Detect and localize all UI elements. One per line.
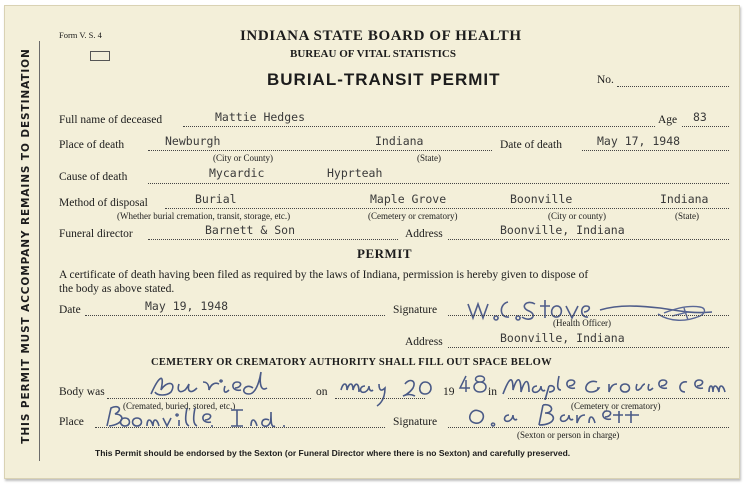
name-value: Mattie Hedges [215,110,306,124]
footer-note: This Permit should be endorsed by the Sexton (or Funeral Director where there is no Sexton) and carefully preserved. [95,448,571,458]
officer-address-value: Boonville, Indiana [500,331,625,345]
fd-address-line [448,239,729,240]
permit-date-value: May 19, 1948 [145,299,229,313]
cemetery-authority-heading: CEMETERY OR CREMATORY AUTHORITY SHALL FILL OUT SPACE BELOW [151,357,552,368]
cause-value-1: Mycardic [209,166,265,180]
body-was-label: Body was [59,386,105,398]
permit-no-line [617,86,729,87]
disposal-state-value: Indiana [660,192,709,206]
certificate-line-2: the body as above stated. [59,283,175,295]
burial-year-handwriting [458,372,488,396]
cemetery-value: Maple Grove [370,192,447,206]
disposal-city-value: Boonville [510,192,573,206]
age-line [682,126,729,127]
funeral-director-label: Funeral director [59,228,133,240]
age-value: 83 [693,110,707,124]
signature-label: Signature [393,304,438,316]
cemetery-handwriting [497,368,733,400]
cause-value-2: Hyprteah [327,166,383,180]
fd-address-label: Address [405,228,443,240]
method-line [165,208,729,209]
burial-transit-permit-card [4,5,740,479]
body-was-handwriting [145,368,285,400]
funeral-director-value: Barnett & Son [205,223,296,237]
permit-heading: PERMIT [357,246,412,261]
side-instruction: THIS PERMIT MUST ACCOMPANY REMAINS TO DESTINATION [20,48,32,444]
cemetery-note-2: (Cemetery or crematory) [571,401,661,411]
city-county-note: (City or County) [213,153,273,163]
date-of-death-value: May 17, 1948 [597,134,681,148]
officer-address-label: Address [405,336,443,348]
seal-mark [90,51,110,61]
officer-address-line [448,347,729,348]
in-label: in [488,386,497,398]
death-state-value: Indiana [375,134,424,148]
permit-title: BURIAL-TRANSIT PERMIT [267,70,501,89]
on-label: on [316,386,328,398]
place-of-death-label: Place of death [59,139,125,151]
year-prefix: 19 [443,386,455,398]
permit-no-label: No. [597,74,614,86]
board-title: INDIANA STATE BOARD OF HEALTH [240,28,522,44]
city-note: (City or county) [548,211,606,221]
place-line [95,427,385,428]
permit-date-line [85,315,385,316]
place-label: Place [59,416,84,428]
name-label: Full name of deceased [59,114,163,126]
place-line [148,150,492,151]
health-officer-signature-line [448,315,729,316]
cause-label: Cause of death [59,171,128,183]
method-value: Burial [195,192,237,206]
cause-line [148,183,729,184]
side-rule [39,41,40,461]
death-city-value: Newburgh [165,134,221,148]
certificate-line-1: A certificate of death having been filed as required by the laws of Indiana, permission is hereby given to dispose of [59,269,589,281]
sexton-note: (Sexton or person in charge) [517,430,620,440]
fd-address-value: Boonville, Indiana [500,223,625,237]
sexton-signature-line [448,427,729,428]
method-label: Method of disposal [59,197,148,209]
date-of-death-line [582,150,729,151]
burial-date-line [335,398,425,399]
body-was-line [107,398,311,399]
form-number: Form V. S. 4 [59,30,102,40]
health-officer-note: (Health Officer) [553,318,612,328]
permit-date-label: Date [59,304,81,316]
sexton-signature-label: Signature [393,416,438,428]
name-line [183,126,655,127]
body-note: (Cremated, buried, stored, etc.) [123,401,236,411]
age-label: Age [658,114,678,126]
funeral-director-line [148,239,398,240]
burial-date-handwriting [335,366,443,412]
bureau-title: BUREAU OF VITAL STATISTICS [290,48,456,60]
date-of-death-label: Date of death [500,139,562,151]
state-note: (State) [417,153,441,163]
state-note-2: (State) [675,211,699,221]
method-note: (Whether burial cremation, transit, storage, etc.) [117,211,291,221]
cemetery-note: (Cemetery or crematory) [368,211,458,221]
